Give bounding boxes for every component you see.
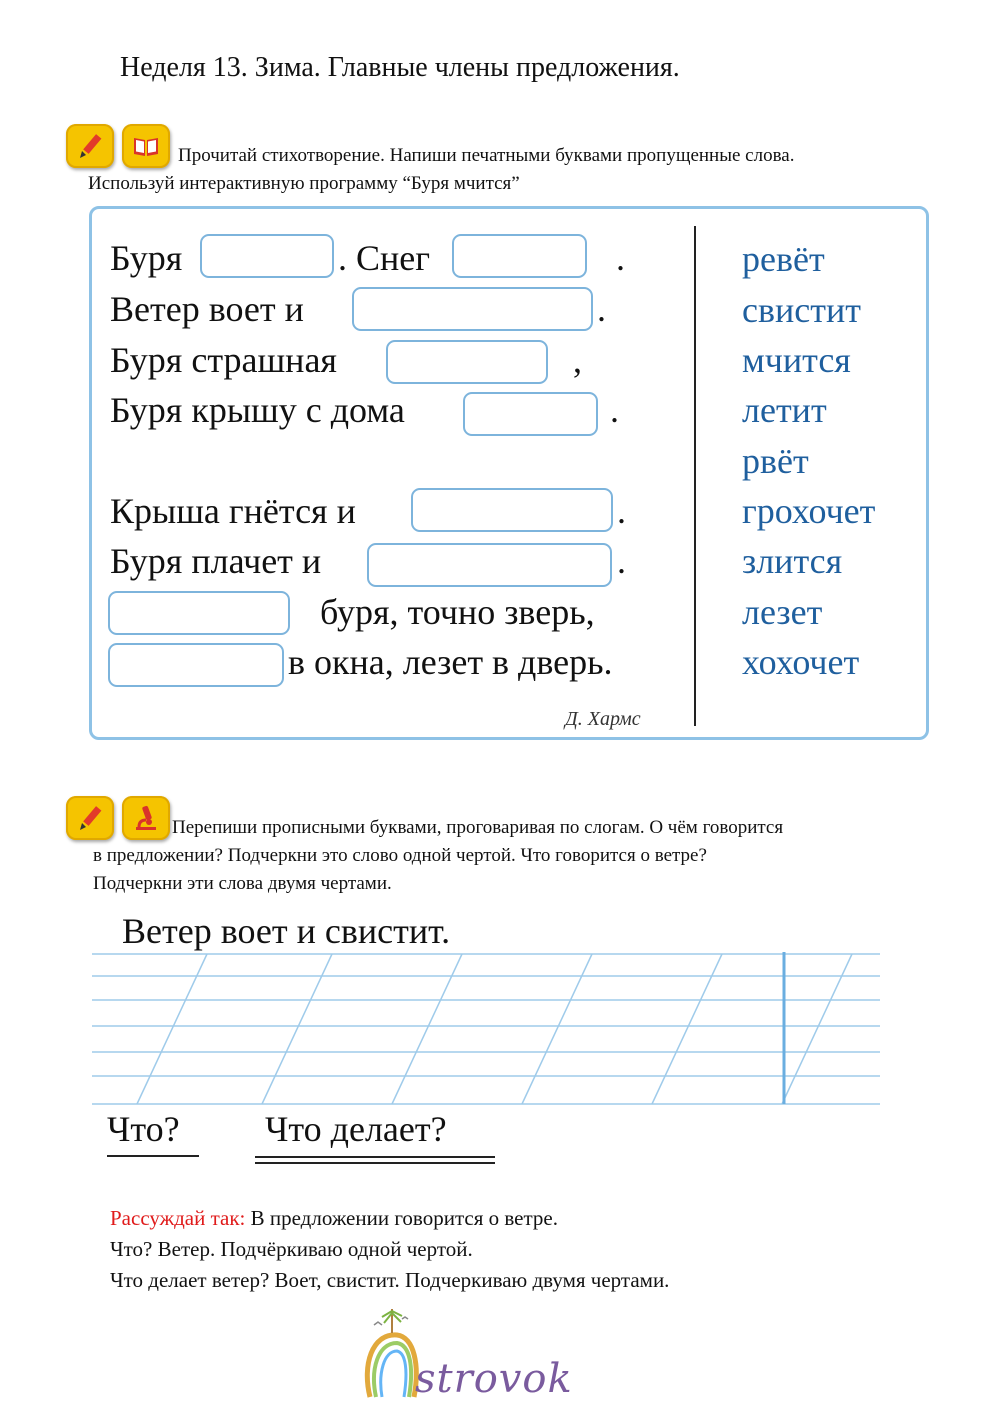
reasoning-line: Что? Ветер. Подчёркиваю одной чертой.	[110, 1237, 473, 1261]
instruction-line: Подчеркни эти слова двумя чертами.	[93, 873, 392, 894]
instruction-line: в предложении? Подчеркни это слово одной чертой. Что говорится о ветре?	[93, 845, 707, 866]
poem-text: Крыша гнётся и	[110, 491, 356, 531]
answer-blank[interactable]	[200, 234, 334, 278]
instruction-line: Используй интерактивную программу “Буря мчится”	[88, 173, 520, 194]
poem-author: Д. Хармс	[565, 708, 641, 730]
poem-text: Ветер воет и	[110, 289, 304, 329]
poem-text: ,	[573, 340, 582, 380]
question-what: Что?	[107, 1109, 180, 1149]
poem-text: в окна, лезет в дверь.	[288, 642, 613, 682]
word-bank-item[interactable]: лезет	[742, 592, 823, 632]
word-bank-item[interactable]: злится	[742, 541, 843, 581]
instruction-line: Перепиши прописными буквами, проговаривая по слогам. О чём говорится	[172, 817, 784, 838]
ostrovok-logo-text: strovok	[415, 1356, 573, 1402]
double-underline	[255, 1156, 495, 1158]
word-bank-item[interactable]: грохочет	[742, 491, 876, 531]
poem-text: .	[597, 289, 606, 329]
poem-text: .	[617, 541, 626, 581]
poem-text: Буря плачет и	[110, 541, 322, 581]
ostrovok-logo-mark	[362, 1305, 422, 1400]
poem-text: .	[617, 491, 626, 531]
word-bank-item[interactable]: летит	[742, 390, 827, 430]
word-bank-item[interactable]: хохочет	[742, 642, 860, 682]
reasoning-label: Рассуждай так:	[110, 1206, 246, 1230]
answer-blank[interactable]	[452, 234, 587, 278]
answer-blank[interactable]	[108, 643, 284, 687]
poem-text: Буря крышу с дома	[110, 390, 405, 430]
reasoning-line: Что делает ветер? Воет, свистит. Подчеркиваю двумя чертами.	[110, 1268, 670, 1292]
answer-blank[interactable]	[463, 392, 598, 436]
word-bank-item[interactable]: мчится	[742, 340, 851, 380]
reasoning-text: В предложении говорится о ветре.	[245, 1206, 558, 1230]
answer-blank[interactable]	[386, 340, 548, 384]
poem-text: буря, точно зверь,	[320, 592, 595, 632]
pencil-icon	[66, 796, 114, 840]
pencil-icon	[66, 124, 114, 168]
poem-text: .	[610, 390, 619, 430]
divider	[694, 226, 696, 726]
page-title: Неделя 13. Зима. Главные члены предложения.	[120, 52, 680, 83]
answer-blank[interactable]	[367, 543, 612, 587]
answer-blank[interactable]	[411, 488, 613, 532]
word-bank-item[interactable]: рвёт	[742, 441, 809, 481]
writing-grid[interactable]	[92, 950, 882, 1108]
answer-blank[interactable]	[108, 591, 290, 635]
microscope-icon	[122, 796, 170, 840]
reasoning-line	[110, 1206, 558, 1231]
double-underline	[255, 1162, 495, 1164]
question-what-does: Что делает?	[265, 1109, 447, 1149]
answer-blank[interactable]	[352, 287, 593, 331]
copy-sentence: Ветер воет и свистит.	[122, 911, 451, 951]
single-underline	[107, 1155, 199, 1157]
book-icon	[122, 124, 170, 168]
poem-text: Буря страшная	[110, 340, 337, 380]
word-bank-item[interactable]: свистит	[742, 290, 861, 330]
poem-text: Буря	[110, 238, 183, 278]
poem-text: .	[616, 238, 625, 278]
poem-text: . Снег	[338, 238, 431, 278]
instruction-line: Прочитай стихотворение. Напиши печатными буквами пропущенные слова.	[178, 145, 795, 166]
word-bank-item[interactable]: ревёт	[742, 239, 825, 279]
